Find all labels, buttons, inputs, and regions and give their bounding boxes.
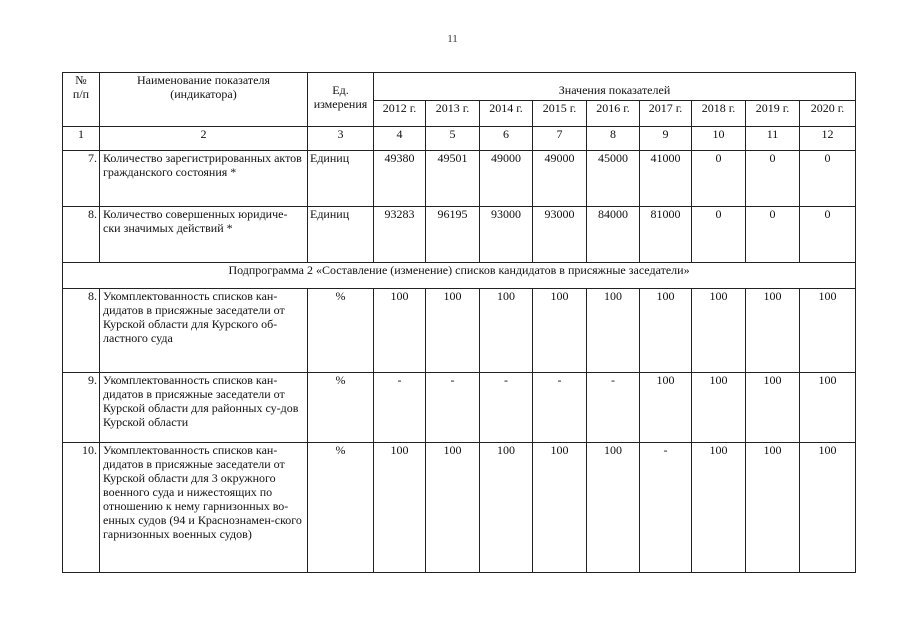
column-number: 6 [480,127,533,151]
header-year: 2017 г. [640,101,692,127]
row-number: 10. [63,443,100,573]
column-number: 11 [746,127,800,151]
value-cell: 100 [374,443,426,573]
row-number: 9. [63,373,100,443]
value-cell: 100 [587,443,640,573]
column-number: 1 [63,127,100,151]
value-cell: 100 [480,443,533,573]
value-cell: 0 [746,151,800,207]
value-cell: 100 [374,289,426,373]
value-cell: 49000 [533,151,587,207]
subprogram-title: Подпрограмма 2 «Составление (изменение) списков кандидатов в присяжные заседатели» [63,263,856,289]
table-row [63,373,856,443]
value-cell: 45000 [587,151,640,207]
value-cell: 100 [800,373,856,443]
value-cell: - [587,373,640,443]
value-cell: 49380 [374,151,426,207]
value-cell: 0 [692,151,746,207]
header-name: Наименование показателя (индикатора) [100,73,308,127]
table-row [63,207,856,263]
table-row [63,443,856,573]
indicators-table [62,72,856,573]
column-number: 4 [374,127,426,151]
value-cell: 93000 [533,207,587,263]
value-cell: 41000 [640,151,692,207]
column-numbers-row [63,127,856,151]
column-number: 3 [308,127,374,151]
value-cell: 81000 [640,207,692,263]
column-number: 8 [587,127,640,151]
subprogram-row [63,263,856,289]
column-number: 5 [426,127,480,151]
value-cell: 0 [800,151,856,207]
value-cell: 100 [640,373,692,443]
value-cell: 0 [800,207,856,263]
row-number: 8. [63,289,100,373]
header-year: 2012 г. [374,101,426,127]
value-cell: 100 [746,289,800,373]
value-cell: 100 [692,289,746,373]
value-cell: 100 [426,289,480,373]
column-number: 7 [533,127,587,151]
value-cell: 100 [533,443,587,573]
value-cell: 0 [746,207,800,263]
indicator-name: Укомплектованность списков кан-дидатов в присяжные заседатели от Курской области для районных су-дов Курской области [100,373,308,443]
header-year: 2014 г. [480,101,533,127]
value-cell: 100 [692,443,746,573]
value-cell: 84000 [587,207,640,263]
value-cell: - [374,373,426,443]
value-cell: - [426,373,480,443]
value-cell: 100 [640,289,692,373]
header-year: 2013 г. [426,101,480,127]
value-cell: 100 [480,289,533,373]
header-year: 2019 г. [746,101,800,127]
column-number: 12 [800,127,856,151]
column-number: 2 [100,127,308,151]
value-cell: 100 [746,373,800,443]
value-cell: 0 [692,207,746,263]
header-year: 2018 г. [692,101,746,127]
indicator-name: Укомплектованность списков кан-дидатов в присяжные заседатели от Курской области для Курского об-ластного суда [100,289,308,373]
value-cell: 100 [426,443,480,573]
value-cell: 96195 [426,207,480,263]
column-number: 9 [640,127,692,151]
value-cell: 49000 [480,151,533,207]
value-cell: 100 [800,443,856,573]
row-number: 7. [63,151,100,207]
value-cell: - [640,443,692,573]
header-year: 2020 г. [800,101,856,127]
table-row [63,151,856,207]
value-cell: 100 [692,373,746,443]
header-values-group: Значения показателей [374,73,856,101]
value-cell: 100 [800,289,856,373]
unit: % [308,373,374,443]
row-number: 8. [63,207,100,263]
value-cell: 100 [587,289,640,373]
page-number: 11 [447,33,458,45]
header-year: 2016 г. [587,101,640,127]
unit: % [308,289,374,373]
value-cell: 100 [746,443,800,573]
value-cell: 100 [533,289,587,373]
column-number: 10 [692,127,746,151]
value-cell: - [480,373,533,443]
unit: Единиц [308,207,374,263]
value-cell: 93000 [480,207,533,263]
header-no: № п/п [63,73,100,127]
value-cell: 49501 [426,151,480,207]
unit: Единиц [308,151,374,207]
header-year: 2015 г. [533,101,587,127]
unit: % [308,443,374,573]
value-cell: 93283 [374,207,426,263]
table-row [63,289,856,373]
value-cell: - [533,373,587,443]
header-unit: Ед. измерения [308,73,374,127]
indicator-name: Количество зарегистрированных актов гражданского состояния * [100,151,308,207]
indicator-name: Укомплектованность списков кан-дидатов в присяжные заседатели от Курской области для 3 окружного военного суда и нижестоящих по отношению к нему гарнизонных во-енных судов (94 и Краснознамен-ского гарнизонных военных судов) [100,443,308,573]
indicator-name: Количество совершенных юридиче-ски значимых действий * [100,207,308,263]
